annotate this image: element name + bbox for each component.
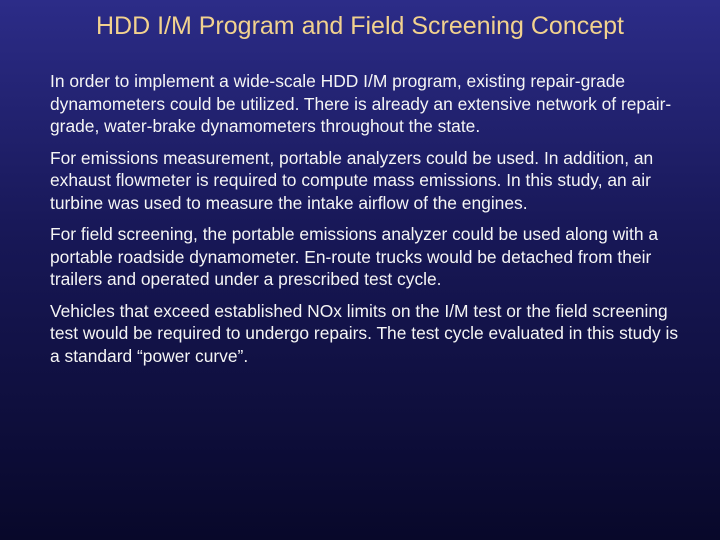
paragraph-field-screening: For field screening, the portable emissions analyzer could be used along with a portable roadside dynamometer. En-route trucks would be detached from their trailers and operated under a prescribed test cycle. [50,224,659,289]
paragraph-emissions-measurement: For emissions measurement, portable analyzers could be used. In addition, an exhaust flowmeter is required to compute mass emissions. In this study, an air turbine was used to measure the intake airflow of the engines. [50,147,654,213]
slide-title: HDD I/M Program and Field Screening Concept [95,12,624,40]
paragraph-dynamometers: In order to implement a wide-scale HDD I/M program, existing repair-grade dynamometers could be utilized. There is already an extensive network of repair-grade, water-brake dynamometers throughout the state. [50,71,672,136]
slide-body [50,70,690,376]
paragraph-repairs: Vehicles that exceed established NOx limits on the I/M test or the field screening test would be required to undergo repairs. The test cycle evaluated in this study is a standard “power curve”. [50,300,679,366]
